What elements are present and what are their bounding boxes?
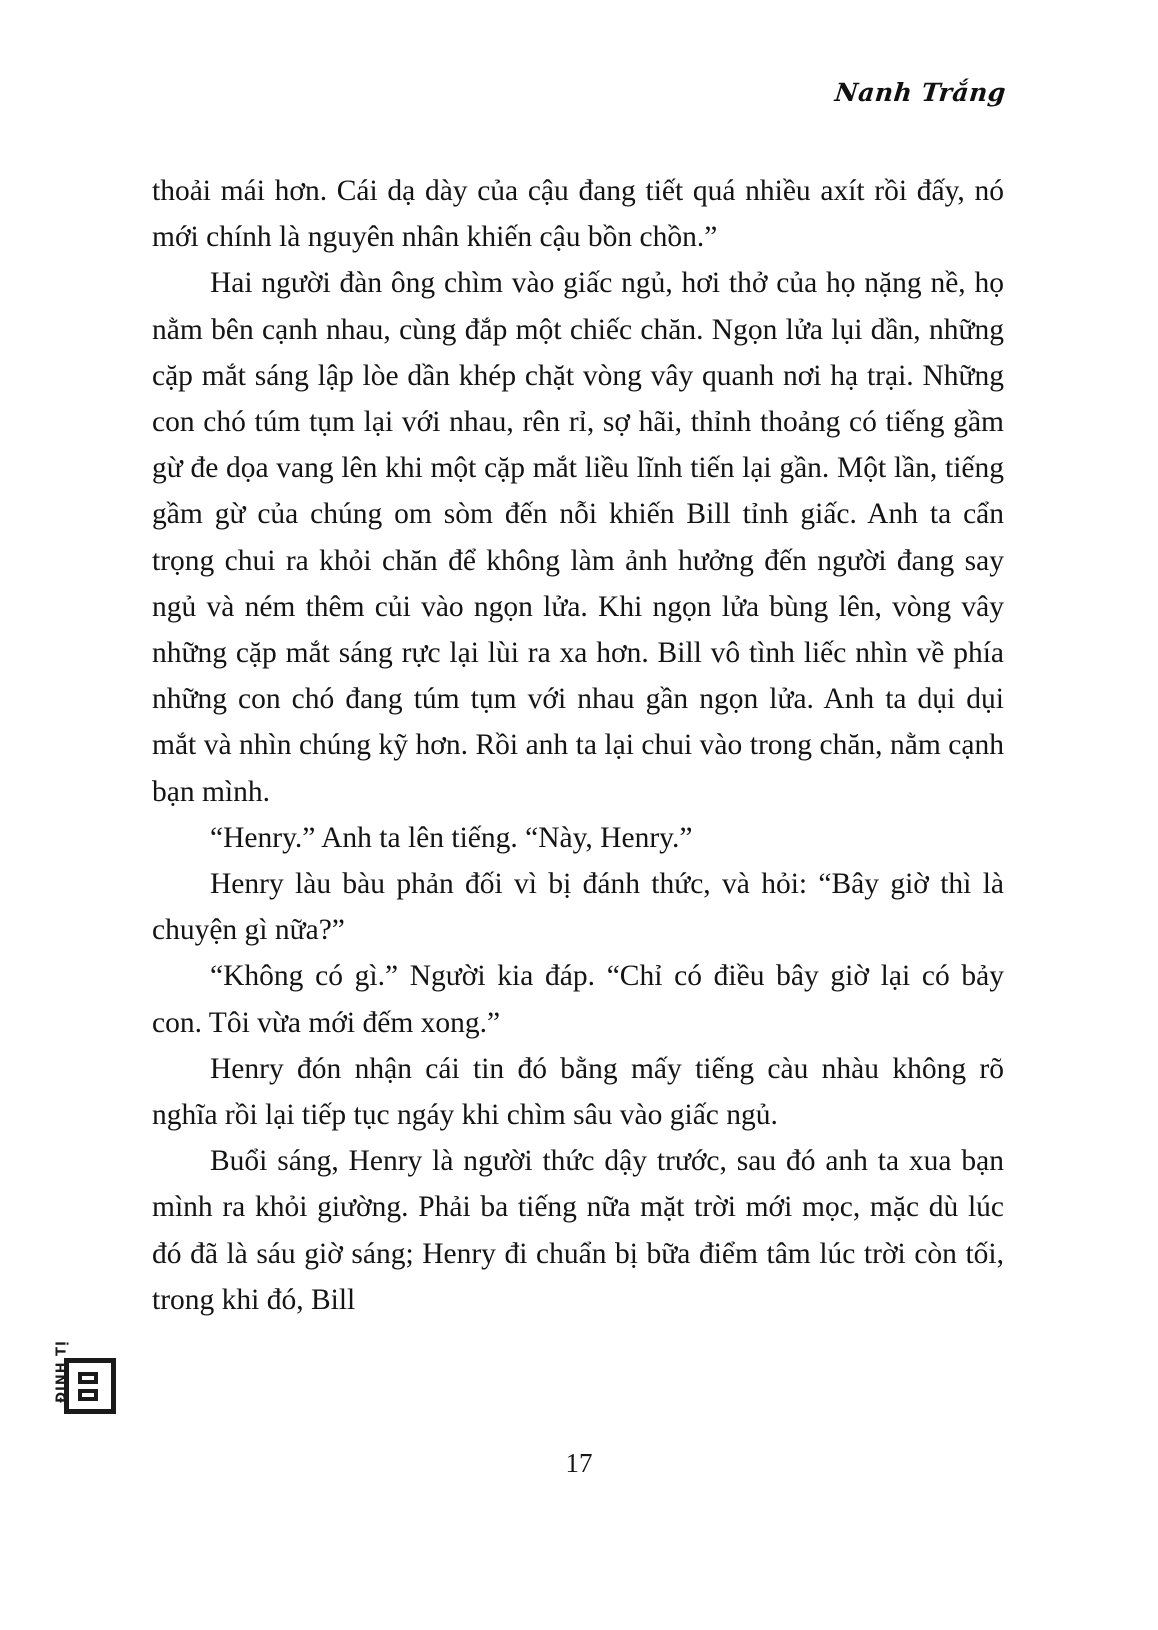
publisher-colophon (28, 1340, 118, 1452)
publisher-logo-icon (64, 1358, 116, 1414)
paragraph: “Không có gì.” Người kia đáp. “Chỉ có điều bây giờ lại có bảy con. Tôi vừa mới đếm xong.” (152, 960, 1004, 1039)
paragraph: thoải mái hơn. Cái dạ dày của cậu đang tiết quá nhiều axít rồi đấy, nó mới chính là nguyên nhân khiến cậu bồn chồn.” (152, 175, 1004, 254)
running-head-title: Nanh Trắng (833, 78, 1008, 107)
paragraph: Henry làu bàu phản đối vì bị đánh thức, và hỏi: “Bây giờ thì là chuyện gì nữa?” (152, 868, 1004, 947)
body-text (152, 168, 1004, 1323)
paragraph: Buổi sáng, Henry là người thức dậy trước, sau đó anh ta xua bạn mình ra khỏi giường. Phải ba tiếng nữa mặt trời mới mọc, mặc dù lúc đó đã là sáu giờ sáng; Henry đi chuẩn bị bữa điểm tâm lúc trời còn tối, trong khi đó, Bill (152, 1145, 1004, 1316)
paragraph: “Henry.” Anh ta lên tiếng. “Này, Henry.” (210, 821, 693, 854)
publisher-name: ĐINH TỊ (54, 1340, 70, 1403)
page-number: 17 (565, 1448, 593, 1478)
paragraph: Hai người đàn ông chìm vào giấc ngủ, hơi thở của họ nặng nề, họ nằm bên cạnh nhau, cùng đắp một chiếc chăn. Ngọn lửa lụi dần, những cặp mắt sáng lập lòe dần khép chặt vòng vây quanh nơi hạ trại. Những con chó túm tụm lại với nhau, rên rỉ, sợ hãi, thỉnh thoảng có tiếng gầm gừ đe dọa vang lên khi một cặp mắt liều lĩnh tiến lại gần. Một lần, tiếng gầm gừ của chúng om sòm đến nỗi khiến Bill tỉnh giấc. Anh ta cẩn trọng chui ra khỏi chăn để không làm ảnh hưởng đến người đang say ngủ và ném thêm củi vào ngọn lửa. Khi ngọn lửa bùng lên, vòng vây những cặp mắt sáng rực lại lùi ra xa hơn. Bill vô tình liếc nhìn về phía những con chó đang túm tụm với nhau gần ngọn lửa. Anh ta dụi dụi mắt và nhìn chúng kỹ hơn. Rồi anh ta lại chui vào trong chăn, nằm cạnh bạn mình. (152, 267, 1004, 808)
paragraph: Henry đón nhận cái tin đó bằng mấy tiếng càu nhàu không rõ nghĩa rồi lại tiếp tục ngáy khi chìm sâu vào giấc ngủ. (152, 1052, 1004, 1132)
